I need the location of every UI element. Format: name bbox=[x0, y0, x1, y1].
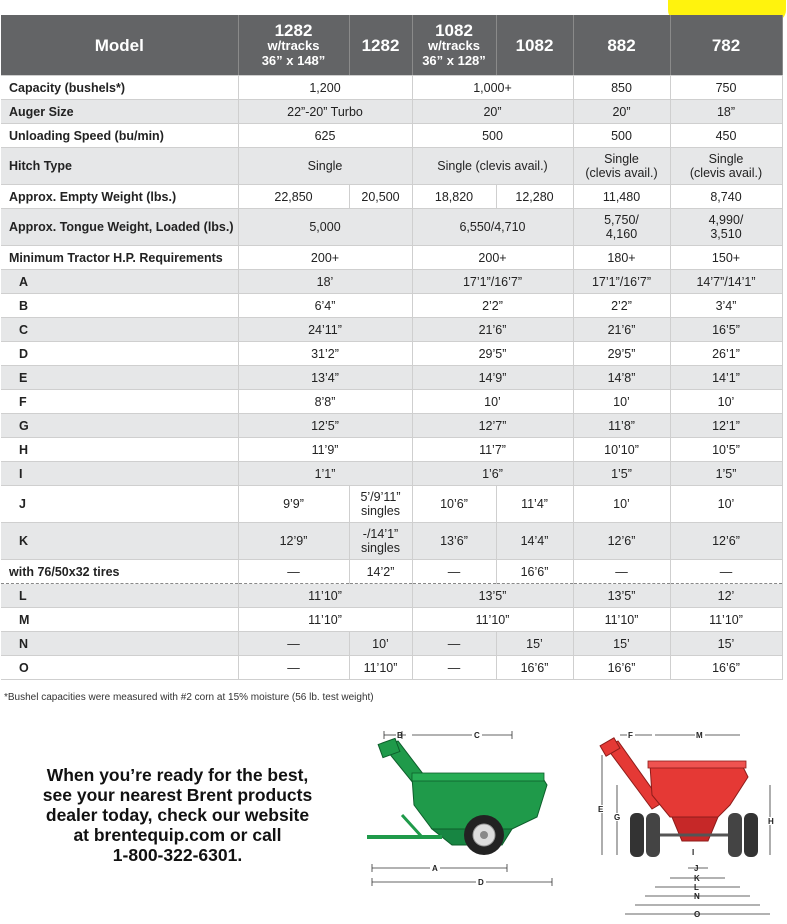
cell: — bbox=[412, 656, 496, 680]
cell: 11’10” bbox=[573, 608, 670, 632]
cell: 850 bbox=[573, 76, 670, 100]
row-label: N bbox=[1, 632, 238, 656]
cell: 14’7”/14’1” bbox=[670, 270, 782, 294]
row-O bbox=[1, 656, 782, 680]
cell: -/14’1” singles bbox=[349, 523, 412, 560]
cta-line: at brentequip.com or call bbox=[73, 825, 282, 845]
row-label: G bbox=[1, 414, 238, 438]
row-D bbox=[1, 342, 782, 366]
cell: 3’4” bbox=[670, 294, 782, 318]
cell: 11,480 bbox=[573, 185, 670, 209]
cell: 1’6” bbox=[412, 462, 573, 486]
row-L bbox=[1, 584, 782, 608]
row-label: Minimum Tractor H.P. Requirements bbox=[1, 246, 238, 270]
row-capacity bbox=[1, 76, 782, 100]
cell: 12’6” bbox=[670, 523, 782, 560]
cell: 500 bbox=[573, 124, 670, 148]
cell: 5,750/ 4,160 bbox=[573, 209, 670, 246]
row-K bbox=[1, 523, 782, 560]
cell: 12’6” bbox=[573, 523, 670, 560]
diagram-label-m: M bbox=[696, 731, 703, 740]
cell: 12’1” bbox=[670, 414, 782, 438]
header-1282-tracks: 1282 w/tracks 36” x 148” bbox=[238, 15, 349, 76]
cell: 8,740 bbox=[670, 185, 782, 209]
cell: 11’4” bbox=[496, 486, 573, 523]
row-label: with 76/50x32 tires bbox=[1, 560, 238, 584]
row-A bbox=[1, 270, 782, 294]
cell: 18’ bbox=[238, 270, 412, 294]
row-H bbox=[1, 438, 782, 462]
cell: 11’10” bbox=[670, 608, 782, 632]
header-882: 882 bbox=[573, 15, 670, 76]
cell: 10’ bbox=[349, 632, 412, 656]
cell: 12’7” bbox=[412, 414, 573, 438]
row-B bbox=[1, 294, 782, 318]
cell: 18” bbox=[670, 100, 782, 124]
row-M bbox=[1, 608, 782, 632]
row-label: J bbox=[1, 486, 238, 523]
row-label: C bbox=[1, 318, 238, 342]
diagram-label-c: C bbox=[474, 731, 480, 740]
row-label: D bbox=[1, 342, 238, 366]
diagram-label-n: N bbox=[694, 892, 700, 901]
row-tires bbox=[1, 560, 782, 584]
call-to-action bbox=[0, 765, 355, 865]
row-auger bbox=[1, 100, 782, 124]
header-1082: 1082 bbox=[496, 15, 573, 76]
row-tongue-weight bbox=[1, 209, 782, 246]
cell: 22,850 bbox=[238, 185, 349, 209]
cell: 21’6” bbox=[412, 318, 573, 342]
row-label: H bbox=[1, 438, 238, 462]
row-I bbox=[1, 462, 782, 486]
cell: 10’5” bbox=[670, 438, 782, 462]
row-unload bbox=[1, 124, 782, 148]
cell: 200+ bbox=[238, 246, 412, 270]
row-C bbox=[1, 318, 782, 342]
row-label: Approx. Empty Weight (lbs.) bbox=[1, 185, 238, 209]
cell: 16’6” bbox=[670, 656, 782, 680]
cell: — bbox=[412, 560, 496, 584]
diagram-label-e: E bbox=[598, 805, 604, 814]
row-label: K bbox=[1, 523, 238, 560]
cell: 10’ bbox=[573, 390, 670, 414]
rear-view-diagram bbox=[590, 725, 785, 920]
cell: 10’10” bbox=[573, 438, 670, 462]
cell: 20” bbox=[412, 100, 573, 124]
cell: 2’2” bbox=[412, 294, 573, 318]
cell: 17’1”/16’7” bbox=[573, 270, 670, 294]
cell: — bbox=[238, 656, 349, 680]
model-header: Model bbox=[1, 15, 238, 76]
cell: 6,550/4,710 bbox=[412, 209, 573, 246]
cell: 10’6” bbox=[412, 486, 496, 523]
cell: 1’5” bbox=[573, 462, 670, 486]
cell: 15’ bbox=[496, 632, 573, 656]
cell: 9’9” bbox=[238, 486, 349, 523]
row-label: B bbox=[1, 294, 238, 318]
diagram-label-f: F bbox=[628, 731, 633, 740]
cell: 11’10” bbox=[349, 656, 412, 680]
cell: 180+ bbox=[573, 246, 670, 270]
cell: Single (clevis avail.) bbox=[670, 148, 782, 185]
cell: Single (clevis avail.) bbox=[573, 148, 670, 185]
row-N bbox=[1, 632, 782, 656]
cell: 12,280 bbox=[496, 185, 573, 209]
cell: 14’8” bbox=[573, 366, 670, 390]
cell: 13’6” bbox=[412, 523, 496, 560]
diagram-label-o: O bbox=[694, 910, 701, 919]
cell: Single (clevis avail.) bbox=[412, 148, 573, 185]
cell: 5’/9’11” singles bbox=[349, 486, 412, 523]
cell: 12’9” bbox=[238, 523, 349, 560]
row-label: F bbox=[1, 390, 238, 414]
header-row bbox=[1, 15, 782, 76]
cell: 13’5” bbox=[412, 584, 573, 608]
cell: 14’2” bbox=[349, 560, 412, 584]
cell: 500 bbox=[412, 124, 573, 148]
cell: 14’9” bbox=[412, 366, 573, 390]
cell: 17’1”/16’7” bbox=[412, 270, 573, 294]
diagram-label-l: L bbox=[694, 883, 699, 892]
diagram-label-k: K bbox=[694, 874, 700, 883]
row-label: M bbox=[1, 608, 238, 632]
cell: 10’ bbox=[412, 390, 573, 414]
row-G bbox=[1, 414, 782, 438]
cta-line: 1-800-322-6301. bbox=[112, 845, 243, 865]
cell: 11’7” bbox=[412, 438, 573, 462]
cell: 15’ bbox=[573, 632, 670, 656]
cell: 21’6” bbox=[573, 318, 670, 342]
cell: 13’4” bbox=[238, 366, 412, 390]
row-label: Approx. Tongue Weight, Loaded (lbs.) bbox=[1, 209, 238, 246]
cell: 10’ bbox=[670, 486, 782, 523]
header-1282: 1282 bbox=[349, 15, 412, 76]
cell: 11’8” bbox=[573, 414, 670, 438]
cta-line: When you’re ready for the best, bbox=[46, 765, 309, 785]
cell: 4,990/ 3,510 bbox=[670, 209, 782, 246]
cell: 11’10” bbox=[238, 608, 412, 632]
diagram-label-a: A bbox=[432, 864, 438, 873]
cell: 16’6” bbox=[573, 656, 670, 680]
cell: 20” bbox=[573, 100, 670, 124]
row-label: I bbox=[1, 462, 238, 486]
row-label: E bbox=[1, 366, 238, 390]
cell: 2’2” bbox=[573, 294, 670, 318]
cell: 24’11” bbox=[238, 318, 412, 342]
cell: 16’6” bbox=[496, 560, 573, 584]
cell: 20,500 bbox=[349, 185, 412, 209]
cell: 150+ bbox=[670, 246, 782, 270]
side-view-diagram bbox=[362, 725, 562, 890]
cta-line: see your nearest Brent products bbox=[42, 785, 313, 805]
cell: 14’1” bbox=[670, 366, 782, 390]
cell: 11’10” bbox=[412, 608, 573, 632]
cell: 16’5” bbox=[670, 318, 782, 342]
cell: 1,200 bbox=[238, 76, 412, 100]
cell: 1’1” bbox=[238, 462, 412, 486]
row-hp bbox=[1, 246, 782, 270]
cell: 14’4” bbox=[496, 523, 573, 560]
footnote: *Bushel capacities were measured with #2 corn at 15% moisture (56 lb. test weight) bbox=[4, 692, 374, 703]
cell: 5,000 bbox=[238, 209, 412, 246]
diagram-label-i: I bbox=[692, 848, 695, 857]
cell: — bbox=[238, 632, 349, 656]
cell: 29’5” bbox=[573, 342, 670, 366]
cell: — bbox=[573, 560, 670, 584]
row-hitch bbox=[1, 148, 782, 185]
cell: 13’5” bbox=[573, 584, 670, 608]
diagram-label-h: H bbox=[768, 817, 774, 826]
cell: Single bbox=[238, 148, 412, 185]
cta-line: dealer today, check our website bbox=[45, 805, 310, 825]
cell: 450 bbox=[670, 124, 782, 148]
cell: 11’9” bbox=[238, 438, 412, 462]
cell: — bbox=[412, 632, 496, 656]
row-label: A bbox=[1, 270, 238, 294]
header-1082-tracks: 1082 w/tracks 36” x 128” bbox=[412, 15, 496, 76]
cell: 200+ bbox=[412, 246, 573, 270]
row-label: L bbox=[1, 584, 238, 608]
cell: 750 bbox=[670, 76, 782, 100]
cell: 12’5” bbox=[238, 414, 412, 438]
cell: 26’1” bbox=[670, 342, 782, 366]
cell: 31’2” bbox=[238, 342, 412, 366]
cell: 1,000+ bbox=[412, 76, 573, 100]
row-label: Capacity (bushels*) bbox=[1, 76, 238, 100]
diagram-label-j: J bbox=[694, 864, 699, 873]
cell: 18,820 bbox=[412, 185, 496, 209]
cell: 16’6” bbox=[496, 656, 573, 680]
cell: 625 bbox=[238, 124, 412, 148]
cell: 22”-20” Turbo bbox=[238, 100, 412, 124]
cell: 15’ bbox=[670, 632, 782, 656]
row-F bbox=[1, 390, 782, 414]
row-label: O bbox=[1, 656, 238, 680]
cell: 10’ bbox=[573, 486, 670, 523]
cell: 11’10” bbox=[238, 584, 412, 608]
diagram-label-d: D bbox=[478, 878, 484, 887]
cell: 12’ bbox=[670, 584, 782, 608]
row-label: Auger Size bbox=[1, 100, 238, 124]
cell: 8’8” bbox=[238, 390, 412, 414]
diagram-label-b: B bbox=[397, 731, 403, 740]
diagram-label-g: G bbox=[614, 813, 621, 822]
cell: 10’ bbox=[670, 390, 782, 414]
cell: 29’5” bbox=[412, 342, 573, 366]
cell: 1’5” bbox=[670, 462, 782, 486]
cell: 6’4” bbox=[238, 294, 412, 318]
header-782: 782 bbox=[670, 15, 782, 76]
cell: — bbox=[670, 560, 782, 584]
row-label: Hitch Type bbox=[1, 148, 238, 185]
row-label: Unloading Speed (bu/min) bbox=[1, 124, 238, 148]
cell: — bbox=[238, 560, 349, 584]
row-empty-weight bbox=[1, 185, 782, 209]
row-J bbox=[1, 486, 782, 523]
row-E bbox=[1, 366, 782, 390]
spec-table bbox=[1, 15, 783, 680]
